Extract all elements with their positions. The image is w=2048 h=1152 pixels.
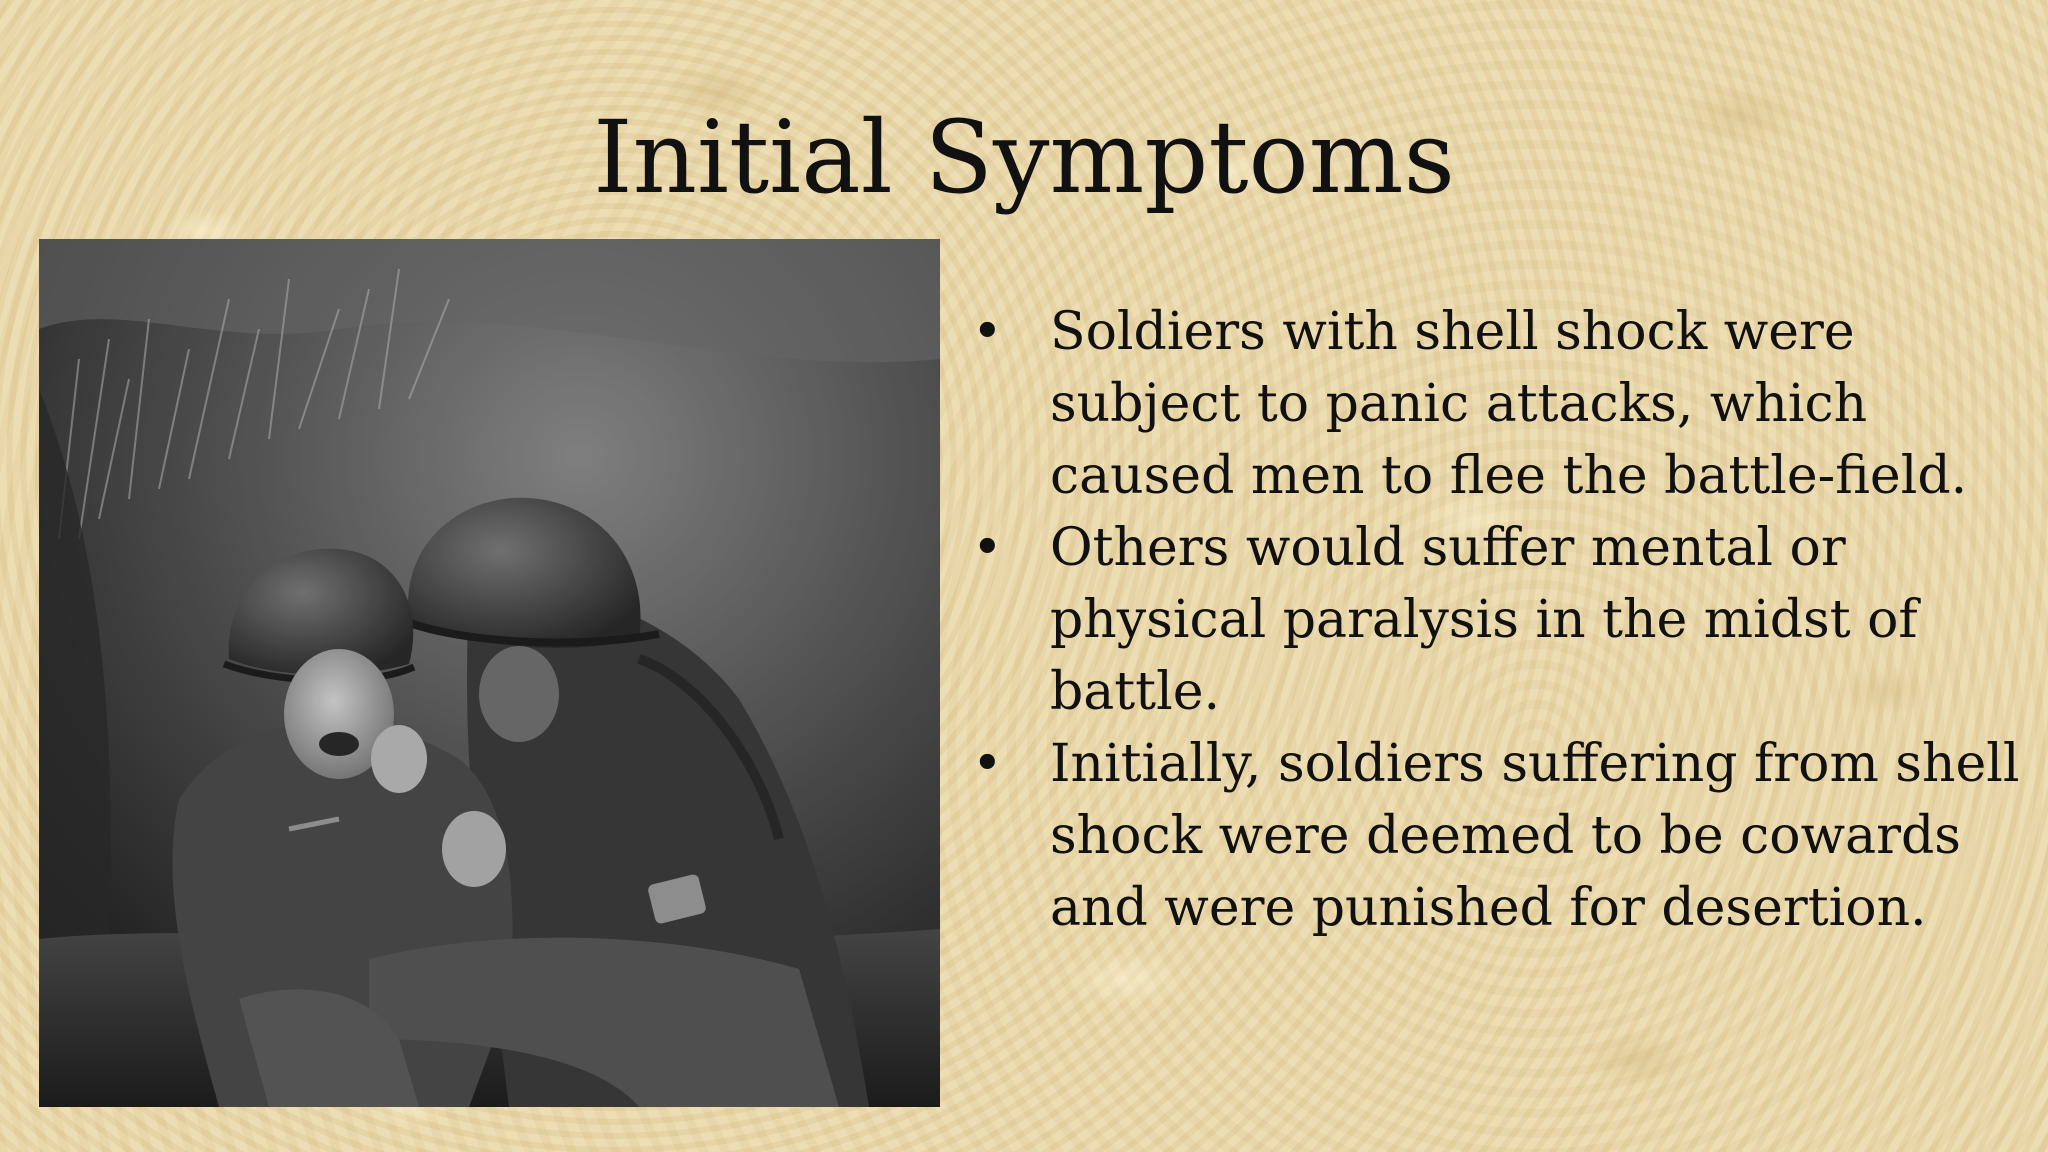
bullet-text: Initially, soldiers suffering from shell shock were deemed to be cowards and were punished for desertion.: [1050, 734, 2020, 938]
bullet-list: [960, 296, 2020, 944]
bullet-text: Soldiers with shell shock were subject to panic attacks, which caused men to flee the battle-field.: [1050, 302, 1968, 506]
bullet-item: [960, 512, 2020, 728]
bullet-text: Others would suffer mental or physical paralysis in the midst of battle.: [1050, 518, 1918, 722]
bullet-item: [960, 728, 2020, 944]
bullet-item: [960, 296, 2020, 512]
bullet-marker: •: [972, 734, 1003, 794]
bullet-marker: •: [972, 302, 1003, 362]
photo-illustration: [39, 239, 940, 1107]
bullet-marker: •: [972, 518, 1003, 578]
photo-shell-shocked-soldiers: [39, 239, 940, 1107]
slide-title: Initial Symptoms: [593, 99, 1455, 216]
